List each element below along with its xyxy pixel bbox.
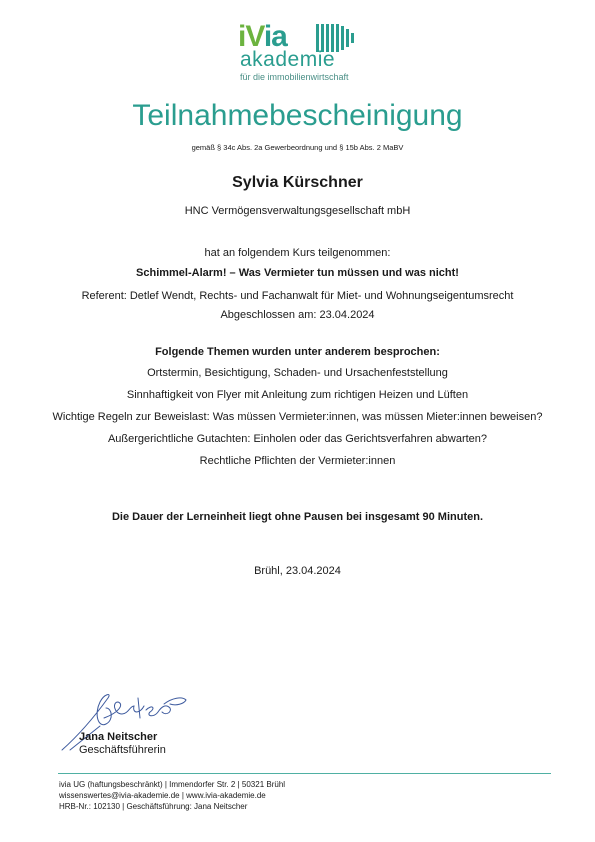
ivia-logo (236, 22, 386, 84)
footer-contact: wissenswertes@ivia-akademie.de | www.ivia-akademie.de (59, 791, 266, 800)
course-title: Schimmel-Alarm! – Was Vermieter tun müssen und was nicht! (136, 267, 459, 279)
topics-heading: Folgende Themen wurden unter anderem besprochen: (155, 346, 440, 358)
course-speaker: Referent: Detlef Wendt, Rechts- und Fachanwalt für Miet- und Wohnungseigentumsrecht (81, 290, 514, 302)
footer-registry: HRB-Nr.: 102130 | Geschäftsführung: Jana Neitscher (59, 802, 248, 811)
place-date: Brühl, 23.04.2024 (254, 565, 341, 577)
signer-role: Geschäftsführerin (79, 744, 166, 756)
completion-date: Abgeschlossen am: 23.04.2024 (220, 309, 375, 321)
footer-address: ivia UG (haftungsbeschränkt) | Immendorfer Str. 2 | 50321 Brühl (59, 780, 286, 789)
legal-basis: gemäß § 34c Abs. 2a Gewerbeordnung und § 15b Abs. 2 MaBV (191, 143, 404, 152)
topic-item: Wichtige Regeln zur Beweislast: Was müssen Vermieter:innen, was müssen Mieter:innen beweisen? (52, 411, 543, 423)
topic-item: Rechtliche Pflichten der Vermieter:innen (199, 455, 396, 467)
participant-name: Sylvia Kürschner (232, 174, 363, 191)
participation-text: hat an folgendem Kurs teilgenommen: (204, 247, 391, 259)
duration-note: Die Dauer der Lerneinheit liegt ohne Pausen bei insgesamt 90 Minuten. (111, 511, 484, 523)
topic-item: Sinnhaftigkeit von Flyer mit Anleitung zum richtigen Heizen und Lüften (126, 389, 469, 401)
participant-company: HNC Vermögensverwaltungsgesellschaft mbH (184, 205, 411, 217)
footer-divider (58, 773, 551, 774)
certificate-title: Teilnahmebescheinigung (132, 99, 463, 132)
topic-item: Ortstermin, Besichtigung, Schaden- und Ursachenfeststellung (147, 367, 448, 379)
topic-item: Außergerichtliche Gutachten: Einholen oder das Gerichtsverfahren abwarten? (107, 433, 488, 445)
signer-name: Jana Neitscher (79, 731, 158, 743)
logo-tagline: für die immobilienwirtschaft (240, 72, 349, 82)
logo-akademie: akademie (240, 48, 336, 71)
logo-wordmark: iVia (238, 20, 287, 53)
topics-list (0, 367, 595, 477)
